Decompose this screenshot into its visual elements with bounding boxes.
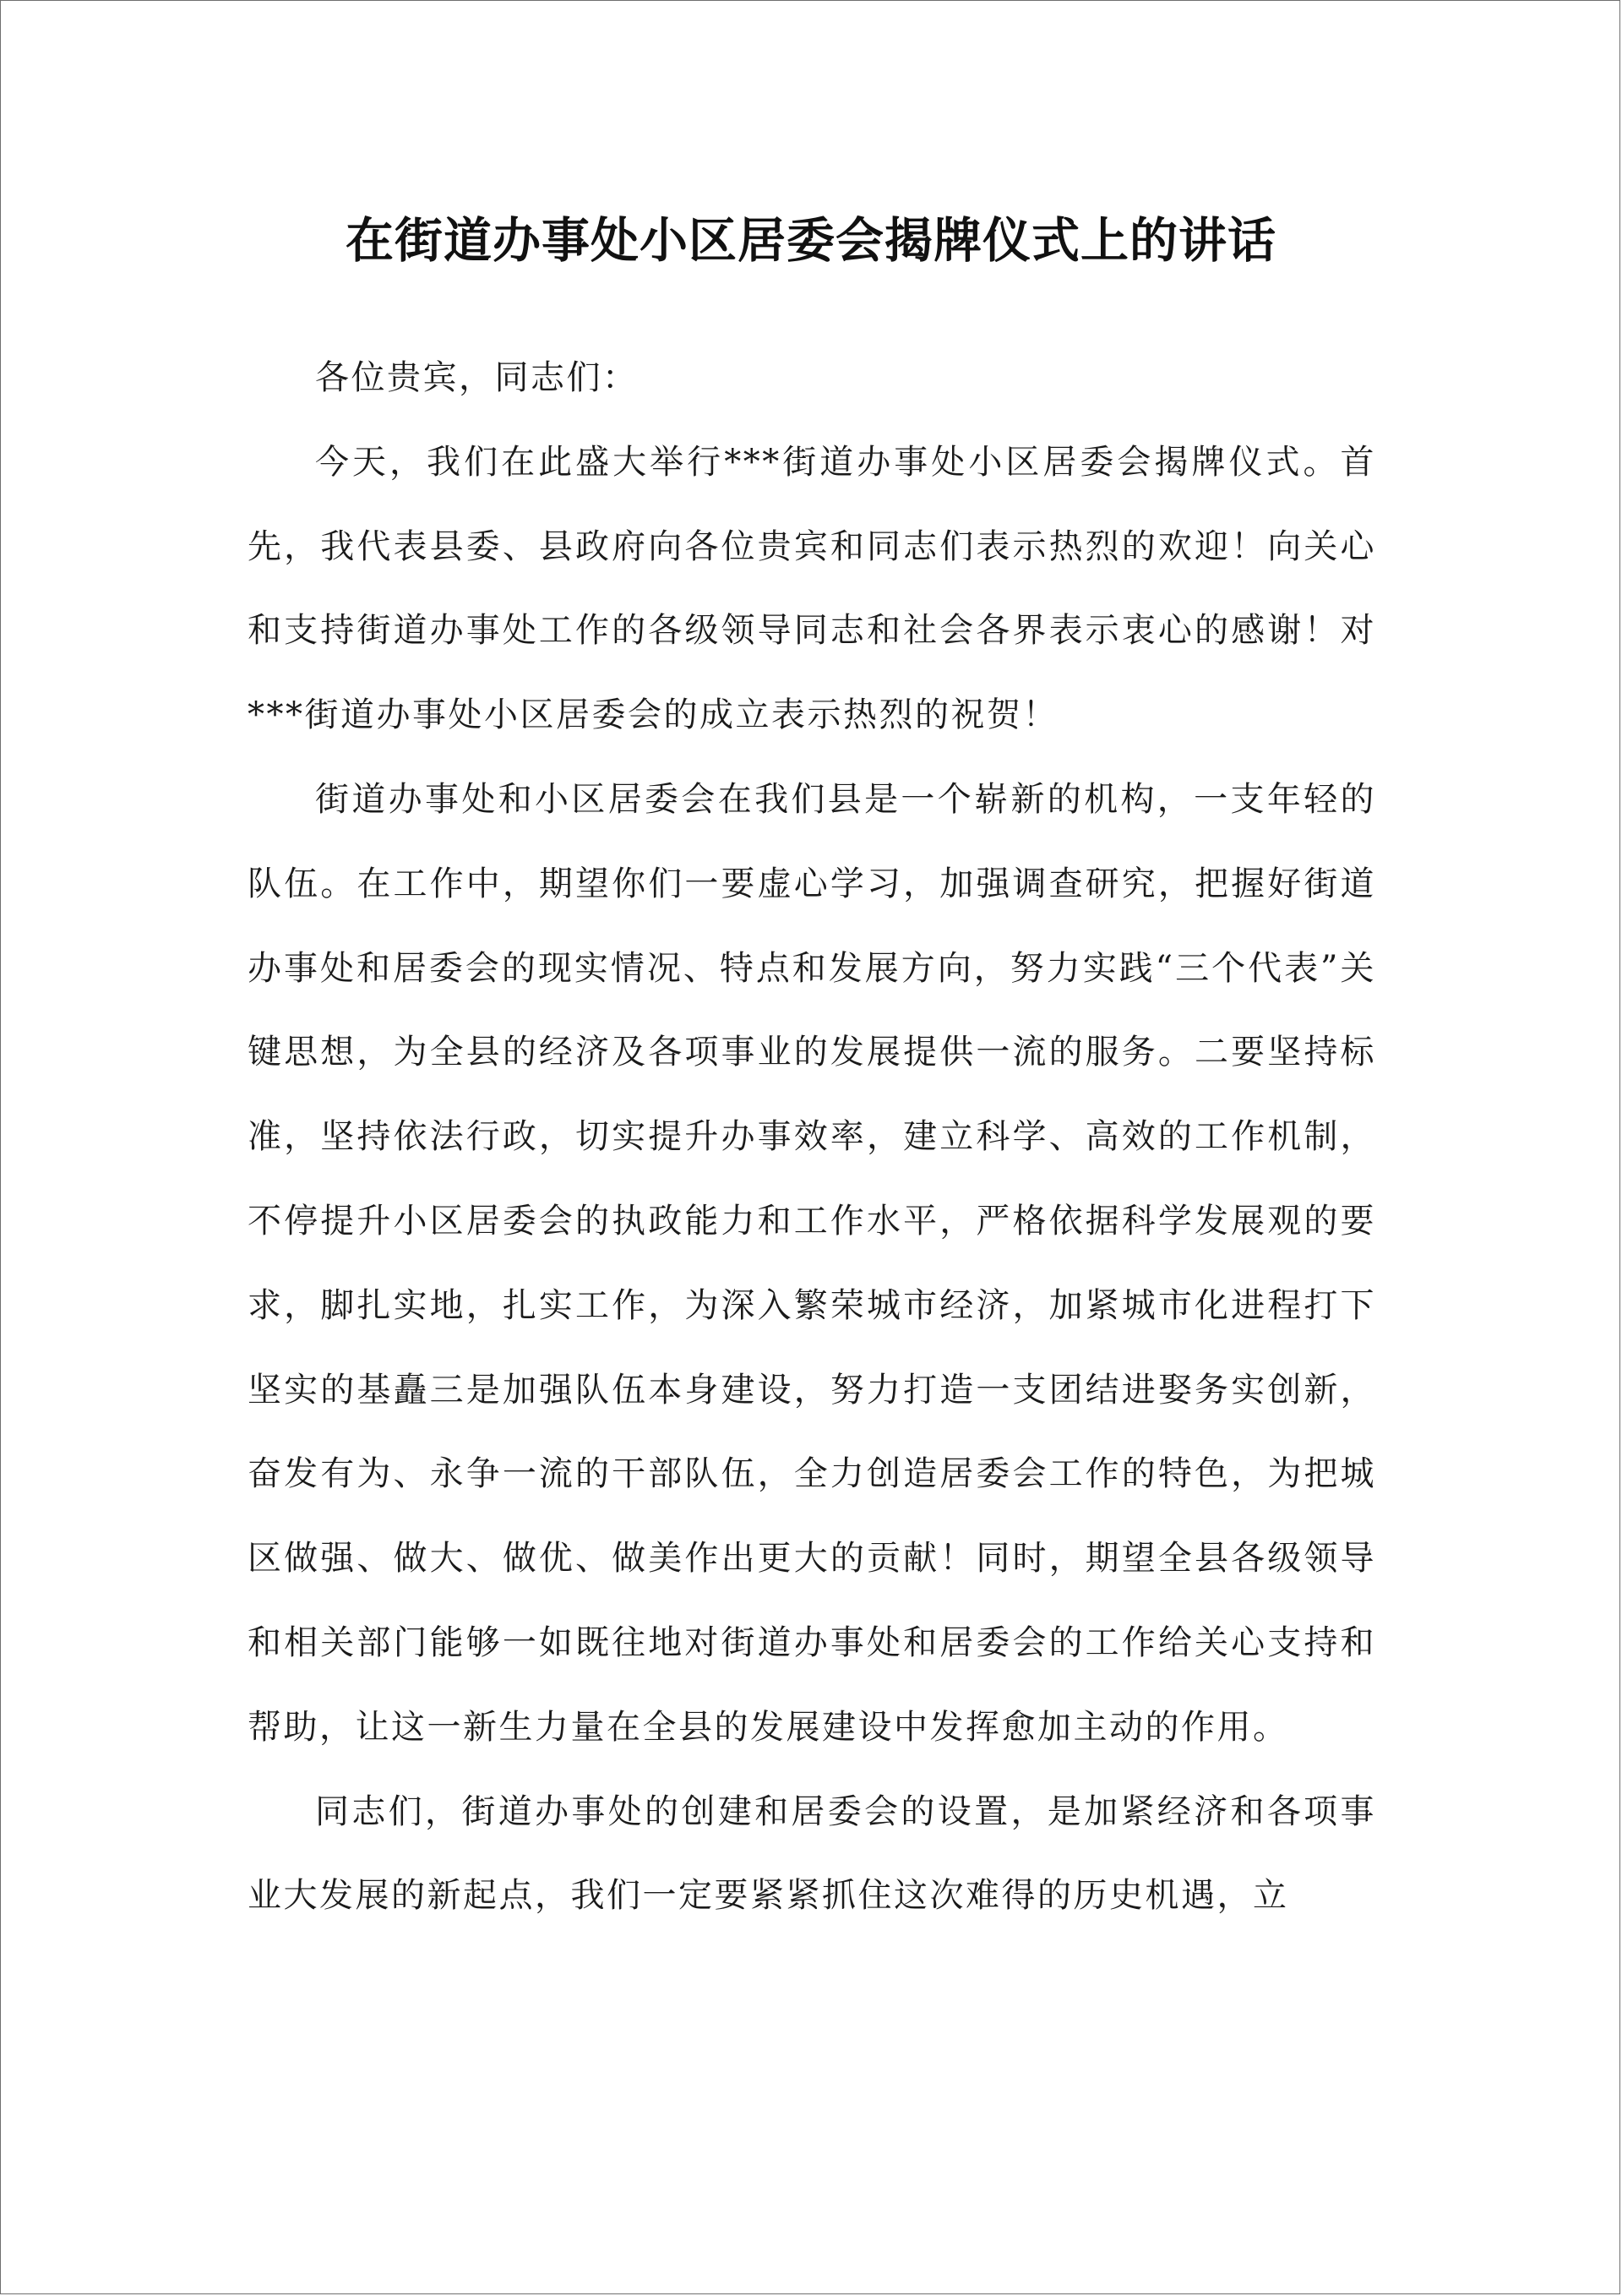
document-body [248,336,1376,1939]
paragraph-2: 街道办事处和小区居委会在我们县是一个崭新的机构，一支年轻的队伍。在工作中，期望你们一要虚心学习，加强调查研究，把握好街道办事处和居委会的现实情况、特点和发展方向，努力实践“三个代表”关键思想，为全县的经济及各项事业的发展提供一流的服务。二要坚持标准，坚持依法行政，切实提升办事效率，建立科学、高效的工作机制，不停提升小区居委会的执政能力和工作水平，严格依据科学发展观的要求，脚扎实地，扎实工作，为深入繁荣城市经济，加紧城市化进程打下坚实的基矗三是加强队伍本身建设，努力打造一支团结进娶务实创新，奋发有为、永争一流的干部队伍，全力创造居委会工作的特色，为把城区做强、做大、做优、做美作出更大的贡献！同时，期望全县各级领导和相关部门能够一如既往地对街道办事处和居委会的工作给关心支持和帮助，让这一新生力量在全县的发展建设中发挥愈加主动的作用。 [248,779,1376,1747]
paragraph-1: 今天，我们在此盛大举行***街道办事处小区居委会揭牌仪式。首先，我代表县委、县政府向各位贵宾和同志们表示热烈的欢迎！向关心和支持街道办事处工作的各级领导同志和社会各界表示衷心的感谢！对***街道办事处小区居委会的成立表示热烈的祝贺！ [248,442,1376,735]
salutation: 各位贵宾，同志们： [315,358,639,397]
paragraph-3: 同志们，街道办事处的创建和居委会的设置，是加紧经济和各项事业大发展的新起点，我们一定要紧紧抓住这次难得的历史机遇，立 [248,1792,1376,1916]
document-title: 在街道办事处小区居委会揭牌仪式上的讲话 [346,212,1276,269]
